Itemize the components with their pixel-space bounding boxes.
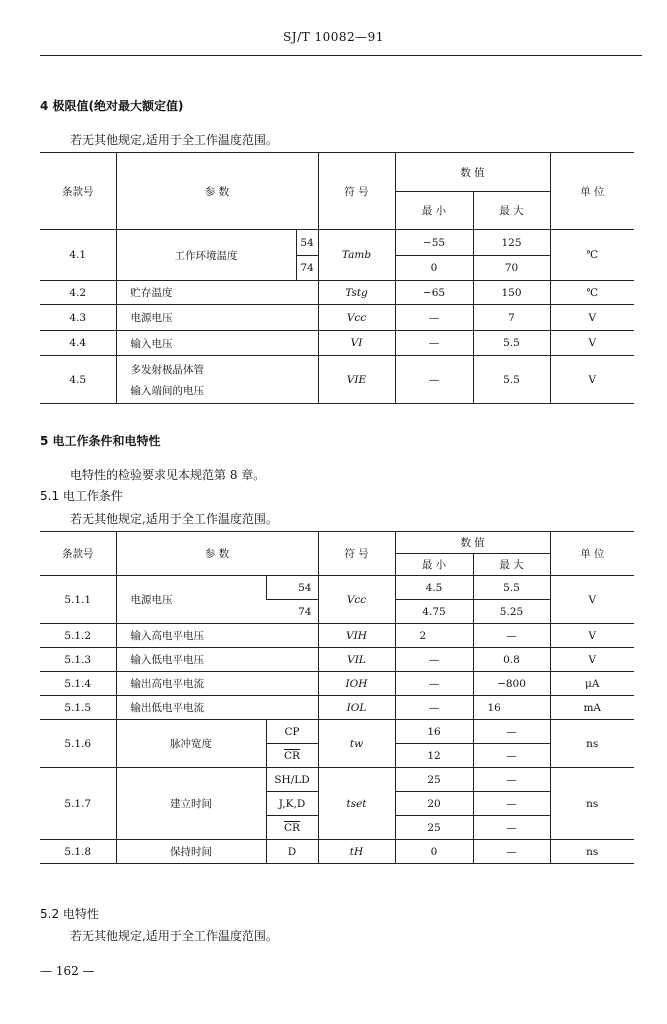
table-row-min: — <box>395 305 473 331</box>
table-row-min: 2 <box>395 624 473 648</box>
table-row-unit: ns <box>550 720 634 768</box>
table-row-param: 工作环境温度 <box>116 230 296 281</box>
col-header-unit: 单 位 <box>550 153 634 230</box>
section-5-2-heading: 5.2 电特性 <box>40 907 99 921</box>
table-row-min: 12 <box>395 744 473 768</box>
table-row-symbol: tH <box>318 840 395 864</box>
operating-conditions-table <box>40 531 634 864</box>
table-row-max: 7 <box>473 305 550 331</box>
section-5-intro: 电特性的检验要求见本规范第 8 章。 <box>70 468 266 482</box>
table-row-min: — <box>395 672 473 696</box>
col-header-values: 数 值 <box>395 532 550 554</box>
table-row-symbol: Vcc <box>318 305 395 331</box>
table-row-clause: 5.1.6 <box>40 720 116 768</box>
table-row-symbol: Vcc <box>318 576 395 624</box>
table-row-min: 4.75 <box>395 600 473 624</box>
table-row-symbol: VIE <box>318 356 395 404</box>
table-row-condition: CP <box>266 720 318 744</box>
table-row-unit: V <box>550 305 634 331</box>
table-row-max: — <box>473 744 550 768</box>
section-4-note: 若无其他规定,适用于全工作温度范围。 <box>70 133 278 147</box>
section-5-1-heading: 5.1 电工作条件 <box>40 489 123 503</box>
table-row-condition: D <box>266 840 318 864</box>
col-header-symbol: 符 号 <box>318 532 395 576</box>
table-row-condition: $\overline{CR}$ <box>266 744 318 768</box>
table-row-max: 150 <box>473 281 550 305</box>
table-row-max: 5.5 <box>473 576 550 600</box>
table-row-unit: ℃ <box>550 230 634 281</box>
table-row-condition: SH/LD <box>266 768 318 792</box>
table-row-min: 25 <box>395 816 473 840</box>
col-header-max: 最 大 <box>473 554 550 576</box>
table-row-unit: mA <box>550 696 634 720</box>
table-row-unit: ns <box>550 768 634 840</box>
table-row-clause: 4.2 <box>40 281 116 305</box>
col-header-unit: 单 位 <box>550 532 634 576</box>
table-row-symbol: IOH <box>318 672 395 696</box>
col-header-min: 最 小 <box>395 192 473 230</box>
table-row-clause: 5.1.3 <box>40 648 116 672</box>
table-row-param-line2: 输入端间的电压 <box>130 384 204 397</box>
table-row-min: 20 <box>395 792 473 816</box>
table-row-unit: ℃ <box>550 281 634 305</box>
table-row-clause: 5.1.7 <box>40 768 116 840</box>
table-row-clause: 4.4 <box>40 331 116 356</box>
table-row-min: −65 <box>395 281 473 305</box>
col-header-values: 数 值 <box>395 153 550 192</box>
table-row-min: — <box>395 356 473 404</box>
section-5-2-note: 若无其他规定,适用于全工作温度范围。 <box>70 929 278 943</box>
table-row-unit: V <box>550 624 634 648</box>
col-header-clause: 条款号 <box>40 532 116 576</box>
table-row-param: 电源电压 <box>116 305 318 331</box>
table-row-param: 输入低电平电压 <box>116 648 318 672</box>
table-row-clause: 5.1.2 <box>40 624 116 648</box>
absolute-max-ratings-table <box>40 152 634 404</box>
table-row-unit: V <box>550 331 634 356</box>
table-row-min: 0 <box>395 256 473 281</box>
table-row-min: — <box>395 648 473 672</box>
table-row-param: 输入电压 <box>116 331 318 356</box>
table-row-param: 贮存温度 <box>116 281 318 305</box>
table-row-condition: $\overline{CR}$ <box>266 816 318 840</box>
col-header-symbol: 符 号 <box>318 153 395 230</box>
table-row-min: 25 <box>395 768 473 792</box>
table-row-max: −800 <box>473 672 550 696</box>
table-row-clause: 4.3 <box>40 305 116 331</box>
table-row-symbol: VIH <box>318 624 395 648</box>
table-row-subtype: 74 <box>296 256 318 281</box>
table-row-param-line1: 多发射极晶体管 <box>130 363 204 376</box>
table-row-unit: V <box>550 356 634 404</box>
table-row-unit: μA <box>550 672 634 696</box>
table-row-min: — <box>395 696 473 720</box>
col-header-param: 参 数 <box>116 532 318 576</box>
col-header-min: 最 小 <box>395 554 473 576</box>
table-row-clause: 4.1 <box>40 230 116 281</box>
table-row-max: — <box>473 624 550 648</box>
table-row-max: 5.25 <box>473 600 550 624</box>
table-row-param: 输入高电平电压 <box>116 624 318 648</box>
table-row-clause: 5.1.5 <box>40 696 116 720</box>
table-row-clause: 4.5 <box>40 356 116 404</box>
table-row-subtype: 54 <box>296 230 318 256</box>
table-row-max: 16 <box>473 696 550 720</box>
table-row-max: 5.5 <box>473 331 550 356</box>
table-row-max: 5.5 <box>473 356 550 404</box>
table-row-min: 4.5 <box>395 576 473 600</box>
table-row-param: 输出高电平电流 <box>116 672 318 696</box>
table-row-clause: 5.1.4 <box>40 672 116 696</box>
table-row-max: — <box>473 720 550 744</box>
table-row-unit: ns <box>550 840 634 864</box>
table-row-min: — <box>395 331 473 356</box>
table-row-param <box>116 356 318 404</box>
table-row-symbol: Tstg <box>318 281 395 305</box>
table-row-symbol: tset <box>318 768 395 840</box>
section-5-1-note: 若无其他规定,适用于全工作温度范围。 <box>70 512 278 526</box>
table-row-param: 脉冲宽度 <box>116 720 266 768</box>
table-row-min: 16 <box>395 720 473 744</box>
table-row-max: 70 <box>473 256 550 281</box>
col-header-param: 参 数 <box>116 153 318 230</box>
table-row-clause: 5.1.1 <box>40 576 116 624</box>
table-row-symbol: tw <box>318 720 395 768</box>
table-row-subtype: 54 <box>266 576 318 600</box>
table-row-clause: 5.1.8 <box>40 840 116 864</box>
table-row-max: 0.8 <box>473 648 550 672</box>
table-row-symbol: VI <box>318 331 395 356</box>
table-row-param: 保持时间 <box>116 840 266 864</box>
table-row-max: — <box>473 840 550 864</box>
table-row-symbol: VIL <box>318 648 395 672</box>
col-header-clause: 条款号 <box>40 153 116 230</box>
table-row-unit: V <box>550 576 634 624</box>
table-row-symbol: Tamb <box>318 230 395 281</box>
page-number: — 162 — <box>40 964 95 978</box>
table-row-unit: V <box>550 648 634 672</box>
table-row-max: 125 <box>473 230 550 256</box>
table-row-min: −55 <box>395 230 473 256</box>
page-header-code: SJ/T 10082—91 <box>283 30 384 44</box>
table-row-param: 输出低电平电流 <box>116 696 318 720</box>
header-rule <box>40 55 642 56</box>
table-row-param: 建立时间 <box>116 768 266 840</box>
table-row-max: — <box>473 816 550 840</box>
section-4-heading: 4 极限值(绝对最大额定值) <box>40 99 184 113</box>
table-row-param: 电源电压 <box>116 576 266 624</box>
table-row-max: — <box>473 792 550 816</box>
table-row-subtype: 74 <box>266 600 318 624</box>
table-row-symbol: IOL <box>318 696 395 720</box>
table-row-max: — <box>473 768 550 792</box>
col-header-max: 最 大 <box>473 192 550 230</box>
section-5-heading: 5 电工作条件和电特性 <box>40 434 161 448</box>
table-row-condition: J,K,D <box>266 792 318 816</box>
table-row-min: 0 <box>395 840 473 864</box>
